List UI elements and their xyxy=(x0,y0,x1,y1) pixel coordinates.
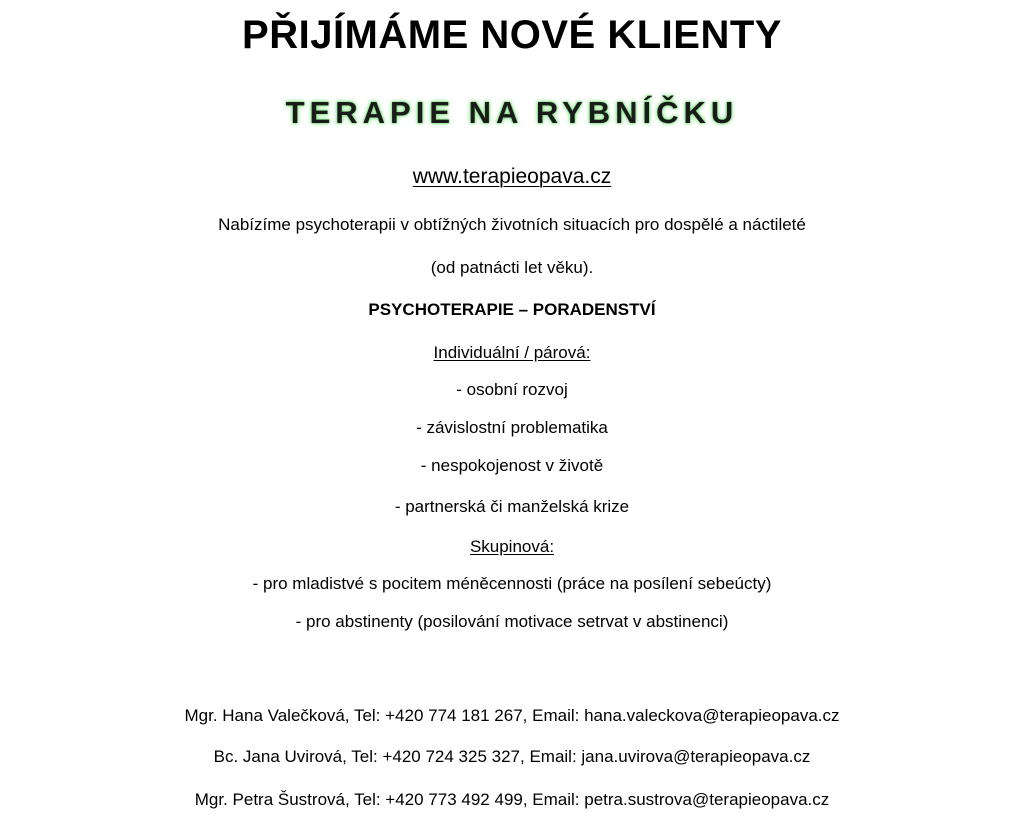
intro-text-line-2: (od patnácti let věku). xyxy=(430,258,594,277)
list-item-group-1: - pro mladistvé s pocitem méněcennosti (práce na posílení sebeúcty) xyxy=(252,574,772,593)
group-label-colon: : xyxy=(549,537,555,556)
group-label-line xyxy=(0,536,1024,558)
group-label: Skupinová xyxy=(469,537,550,556)
website-link[interactable]: www.terapieopava.cz xyxy=(412,165,612,188)
page-title: PŘIJÍMÁME NOVÉ KLIENTY xyxy=(242,13,782,57)
list-item-individual-4: - partnerská či manželská krize xyxy=(394,497,630,516)
contact-line-valeckova: Mgr. Hana Valečková, Tel: +420 774 181 267, Email: hana.valeckova@terapieopava.cz xyxy=(184,706,840,725)
list-item-group-2: - pro abstinenty (posilování motivace setrvat v abstinenci) xyxy=(295,612,729,631)
individual-label-line xyxy=(0,342,1024,364)
contact-line-uvirova: Bc. Jana Uvirová, Tel: +420 724 325 327, Email: jana.uvirova@terapieopava.cz xyxy=(213,747,811,766)
section-title: PSYCHOTERAPIE – PORADENSTVÍ xyxy=(368,300,656,319)
list-item-individual-3: - nespokojenost v životě xyxy=(420,456,604,475)
contact-line-sustrova: Mgr. Petra Šustrová, Tel: +420 773 492 499, Email: petra.sustrova@terapieopava.cz xyxy=(194,790,830,809)
list-item-individual-2: - závislostní problematika xyxy=(416,418,608,437)
list-item-individual-1: - osobní rozvoj xyxy=(456,380,568,399)
intro-text-line-1: Nabízíme psychoterapii v obtížných životních situacích pro dospělé a náctileté xyxy=(218,215,806,234)
website-line xyxy=(0,164,1024,190)
individual-label: Individuální / párová: xyxy=(433,343,591,362)
practice-name: TERAPIE NA RYBNÍČKU xyxy=(285,95,739,130)
